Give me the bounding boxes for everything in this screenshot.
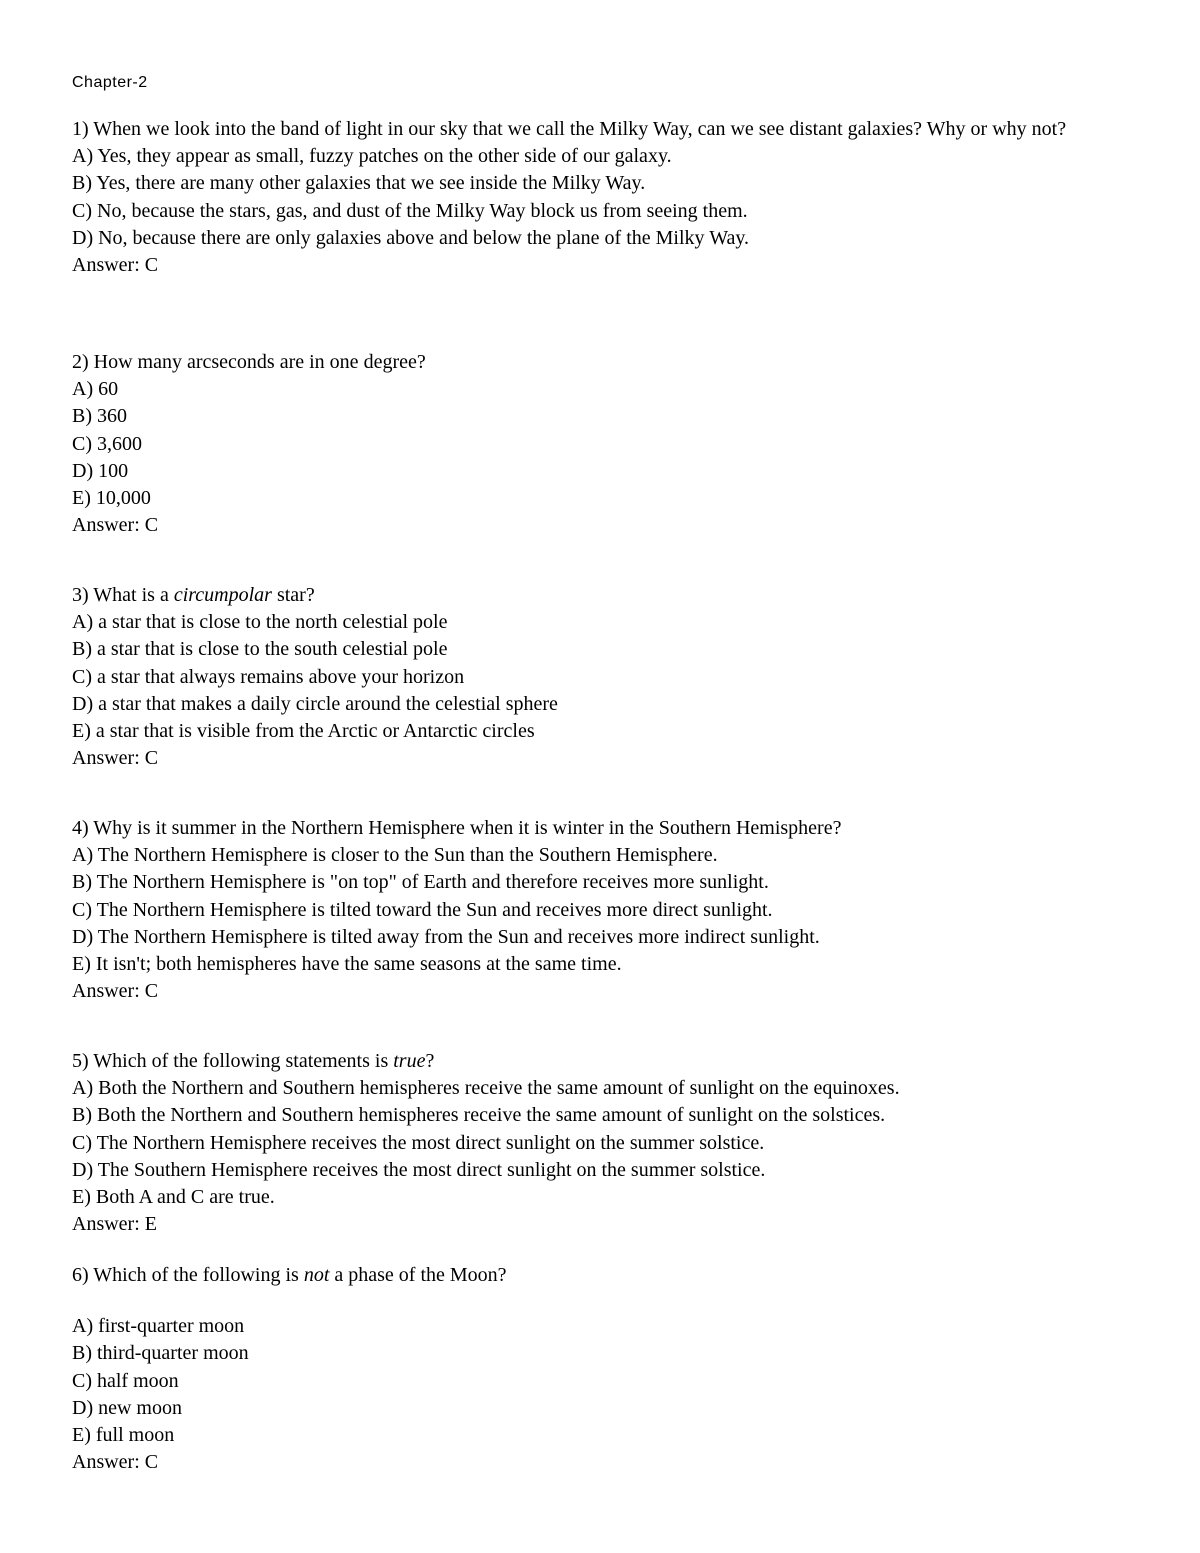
spacer [72,1289,1142,1313]
question-stem: 4) Why is it summer in the Northern Hemisphere when it is winter in the Southern Hemisphere? [72,817,842,839]
option-a: A) first-quarter moon [72,1315,245,1338]
answer-line: Answer: C [72,747,159,770]
question-stem: 6) Which of the following is not a phase of the Moon? [72,1264,507,1286]
option-d: D) new moon [72,1396,182,1419]
option-d: D) a star that makes a daily circle around the celestial sphere [72,692,558,715]
question-stem: 1) When we look into the band of light in our sky that we call the Milky Way, can we see distant galaxies? Why or why not? [72,118,1067,140]
question-2 [72,349,1142,539]
option-e: E) 10,000 [72,487,151,510]
option-d: D) 100 [72,459,129,482]
question-5 [72,1048,1142,1238]
option-b: B) Both the Northern and Southern hemispheres receive the same amount of sunlight on the solstices. [72,1104,886,1127]
option-b: B) The Northern Hemisphere is "on top" of Earth and therefore receives more sunlight. [72,871,769,894]
answer-line: Answer: E [72,1213,157,1236]
option-c: C) No, because the stars, gas, and dust of the Milky Way block us from seeing them. [72,199,748,222]
option-c: C) half moon [72,1369,179,1392]
option-e: E) a star that is visible from the Arctic or Antarctic circles [72,720,535,743]
question-4 [72,815,1142,1005]
option-c: C) The Northern Hemisphere is tilted toward the Sun and receives more direct sunlight. [72,898,773,921]
option-b: B) third-quarter moon [72,1342,249,1365]
option-c: C) The Northern Hemisphere receives the most direct sunlight on the summer solstice. [72,1131,765,1154]
option-a: A) a star that is close to the north celestial pole [72,611,448,634]
option-c: C) a star that always remains above your horizon [72,665,465,688]
option-e: E) It isn't; both hemispheres have the same seasons at the same time. [72,953,622,976]
option-c: C) 3,600 [72,432,142,455]
question-stem: 2) How many arcseconds are in one degree? [72,351,426,373]
answer-line: Answer: C [72,254,159,277]
option-d: D) No, because there are only galaxies above and below the plane of the Milky Way. [72,226,750,249]
option-b: B) Yes, there are many other galaxies that we see inside the Milky Way. [72,172,646,195]
question-stem: 3) What is a circumpolar star? [72,584,315,606]
option-e: E) full moon [72,1424,175,1447]
chapter-heading: Chapter-2 [72,74,148,91]
option-e: E) Both A and C are true. [72,1186,275,1209]
answer-line: Answer: C [72,1451,159,1474]
option-a: A) Yes, they appear as small, fuzzy patches on the other side of our galaxy. [72,145,672,168]
question-3 [72,582,1142,772]
option-a: A) Both the Northern and Southern hemispheres receive the same amount of sunlight on the equinoxes. [72,1077,900,1100]
question-6 [72,1262,1142,1476]
question-stem: 5) Which of the following statements is true? [72,1050,435,1072]
option-a: A) 60 [72,378,119,401]
option-b: B) a star that is close to the south celestial pole [72,638,448,661]
option-d: D) The Southern Hemisphere receives the most direct sunlight on the summer solstice. [72,1158,766,1181]
option-d: D) The Northern Hemisphere is tilted away from the Sun and receives more indirect sunlight. [72,925,820,948]
option-a: A) The Northern Hemisphere is closer to the Sun than the Southern Hemisphere. [72,844,718,867]
option-b: B) 360 [72,405,127,428]
question-1 [72,116,1142,279]
answer-line: Answer: C [72,980,159,1003]
answer-line: Answer: C [72,514,159,537]
